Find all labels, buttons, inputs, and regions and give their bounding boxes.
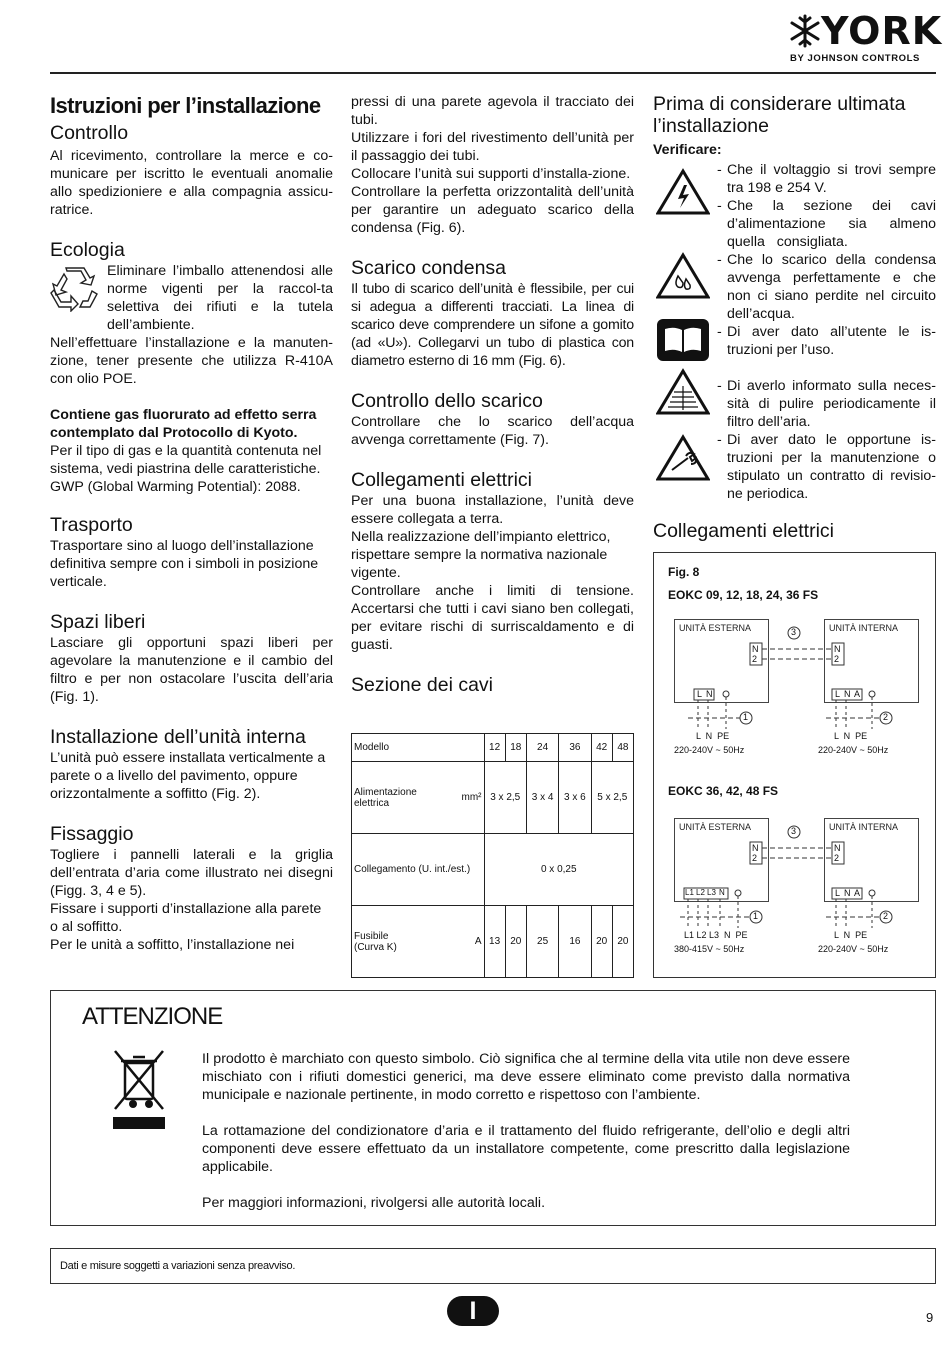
alim-cell: 3 x 2,5: [484, 762, 526, 834]
header-rule: [50, 72, 936, 74]
footer-note: Dati e misure soggetti a variazioni senza preavviso.: [50, 1248, 936, 1284]
terminal-l: L: [835, 888, 841, 898]
fus-cell: 20: [591, 906, 612, 978]
attention-paragraph-1: Il prodotto è marchiato con questo simbolo. Ciò significa che al termine della vita utile non deve essere mischiato con i rifiuti domestici generici, ma deve essere eliminato come previsto dalla normativa municipale e nazionale pertinente, in modo corretto e rispettoso con l’ambiente.: [202, 1051, 850, 1103]
terminal-n: N: [834, 644, 841, 654]
terminal-n: N: [834, 843, 841, 853]
alim-cell: 3 x 6: [559, 762, 591, 834]
terminal-labels: L N PE: [696, 731, 730, 741]
page-title: Istruzioni per l’installazione: [50, 93, 321, 118]
heading-sezione-cavi: Sezione dei cavi: [351, 674, 494, 696]
fus-cell: 20: [505, 906, 526, 978]
model-cell: 48: [612, 734, 633, 762]
terminal-l1: L1: [685, 888, 694, 897]
row-label-collegamento: Collegamento (U. int./est.): [352, 834, 485, 906]
outdoor-unit-2: UNITÀ ESTERNA: [674, 818, 769, 902]
fus-cell: 20: [612, 906, 633, 978]
check-item: - Che lo scarico della condensa avvenga perfettamente e che non ci siano perdite nel circuito dell’acqua.: [717, 252, 936, 322]
callout-1: 1: [753, 911, 759, 921]
heading-collegamenti-elettrici-fig: Collegamenti elettrici: [653, 520, 834, 542]
terminal-n: N: [752, 843, 759, 853]
fus-cell: 25: [526, 906, 558, 978]
callout-2: 2: [883, 712, 889, 722]
model-cell: 24: [526, 734, 558, 762]
attention-text: [202, 1050, 850, 1230]
text-trasporto: Trasportare sino al luogo dell’installazione definitiva sempre con i simboli in posizione verticale.: [50, 538, 319, 590]
voltage-label: 220-240V ~ 50Hz: [674, 745, 745, 755]
terminal-2: 2: [752, 654, 758, 664]
terminal-2: 2: [752, 853, 758, 863]
fig-model-1: EOKC 09, 12, 18, 24, 36 FS: [668, 588, 819, 602]
check-item: - Di aver dato all’utente le is-truzioni per l’uso.: [717, 324, 936, 358]
row-label-fusibile: Fusibile (Curva K): [352, 906, 419, 978]
column-1: [50, 93, 333, 954]
alim-cell: 5 x 2,5: [591, 762, 633, 834]
recycle-icon: [50, 266, 98, 312]
verificare-label: Verificare:: [653, 142, 722, 158]
indoor-unit-2: UNITÀ INTERNA: [824, 818, 919, 902]
text-ecologia: Eliminare l’imballo attenendosi alle norme vigenti per la raccol-ta selettiva dei rifiuti e la tutela dell’ambiente.: [107, 263, 333, 333]
unit-mm2: mm²: [419, 762, 484, 834]
electric-hazard-icon: [656, 168, 710, 221]
heading-ecologia: Ecologia: [50, 239, 125, 261]
text-controllo-scarico: Controllare che lo scarico dell’acqua avvenga correttamente (Fig. 7).: [351, 414, 634, 448]
text-ecologia-2: Nell’effettuare l’installazione e la manuten-zione, tener presente che utilizza R-410A con olio POE.: [50, 335, 333, 387]
attention-paragraph-3: Per maggiori informazioni, rivolgersi alle autorità locali.: [202, 1195, 546, 1211]
callout-2: 2: [883, 911, 889, 921]
terminal-l: L: [697, 689, 703, 699]
callout-3: 3: [791, 826, 797, 836]
text-orizzontalita: Controllare la perfetta orizzontalità dell’unità per garantire un adeguato scarico della condensa (Fig. 6).: [351, 184, 634, 236]
text-tubi: pressi di una parete agevola il tracciato dei tubi.: [351, 94, 634, 128]
voltage-label: 220-240V ~ 50Hz: [818, 745, 889, 755]
heading-controllo-scarico: Controllo dello scarico: [351, 390, 543, 412]
heading-scarico-condensa: Scarico condensa: [351, 257, 507, 279]
fus-cell: 16: [559, 906, 591, 978]
text-kyoto: Per il tipo di gas e la quantità contenuta nel sistema, vedi piastrina delle caratteristiche. GWP (Global Warming Potential): 2088.: [50, 443, 322, 495]
manual-book-icon: [656, 318, 710, 367]
row-label-alimentazione: Alimentazione elettrica: [352, 762, 419, 834]
wrench-warning-icon: [656, 434, 710, 487]
table-header-modello: Modello: [352, 734, 485, 762]
text-collegamenti-1: Per una buona installazione, l’unità deve essere collegata a terra.: [351, 493, 634, 527]
language-badge: I: [447, 1296, 499, 1326]
fig-model-2: EOKC 36, 42, 48 FS: [668, 784, 779, 798]
attention-box: [50, 990, 936, 1226]
cable-section-table: [351, 733, 634, 978]
terminal-l2: L2: [696, 888, 705, 897]
ecologia-row: [50, 262, 333, 334]
model-cell: 42: [591, 734, 612, 762]
terminal-labels: L1 L2 L3 N PE: [684, 930, 748, 940]
check-item: - Di averlo informato sulla neces-sità di pulire periodicamente il filtro dell’aria.: [717, 378, 936, 430]
coll-cell: 0 x 0,25: [484, 834, 633, 906]
heading-spazi-liberi: Spazi liberi: [50, 611, 146, 633]
text-supporti: Collocare l’unità sui supporti d’installa-zione.: [351, 166, 631, 182]
column-3: [653, 93, 936, 159]
column-2: [351, 93, 634, 697]
voltage-label: 380-415V ~ 50Hz: [674, 944, 745, 954]
terminal-2: 2: [834, 654, 840, 664]
check-item: - Che il voltaggio si trovi sempre tra 198 e 254 V.: [717, 162, 936, 196]
text-fori: Utilizzare i fori del rivestimento dell’unità per il passaggio dei tubi.: [351, 130, 634, 164]
terminal-l3: L3: [707, 888, 716, 897]
heading-collegamenti-elettrici: Collegamenti elettrici: [351, 469, 532, 491]
outdoor-unit-1: UNITÀ ESTERNA: [674, 619, 769, 703]
check-item: - Di aver dato le opportune is-truzioni per la manutenzione o stipulato un contratto di revisio-ne periodica.: [717, 432, 936, 502]
terminal-labels: L N PE: [834, 731, 868, 741]
fig-label: Fig. 8: [668, 565, 700, 579]
heading-installazione: Installazione dell’unità interna: [50, 726, 306, 748]
voltage-label: 220-240V ~ 50Hz: [818, 944, 889, 954]
terminal-2: 2: [834, 853, 840, 863]
callout-1: 1: [743, 712, 749, 722]
text-fissaggio: Togliere i pannelli laterali e la griglia dell’entrata d’aria come illustrato nei disegni (Figg. 3, 4 e 5).: [50, 847, 333, 899]
terminal-labels: L N PE: [834, 930, 868, 940]
kyoto-notice: Contiene gas fluorurato ad effetto serra contemplato dal Protocollo di Kyoto.: [50, 407, 317, 441]
text-collegamenti-3: Controllare anche i limiti di tensione. Accertarsi che tutti i cavi siano ben collegati, per evitare rischi di surriscaldamento e di guasti.: [351, 583, 634, 653]
text-spazi-liberi: Lasciare gli opportuni spazi liberi per agevolare la manutenzione e il cambio del filtro e per non ostacolare l’uscita dell’aria (Fig. 1).: [50, 635, 333, 705]
callout-3: 3: [791, 627, 797, 637]
text-fissaggio-2: Fissare i supporti d’installazione alla parete o al soffitto.: [50, 901, 322, 935]
terminal-l: L: [835, 689, 841, 699]
text-fissaggio-3: Per le unità a soffitto, l’installazione nei: [50, 937, 295, 953]
terminal-n: N: [719, 888, 725, 897]
fus-cell: 13: [484, 906, 505, 978]
heading-fissaggio: Fissaggio: [50, 823, 134, 845]
check-item: - Che la sezione dei cavi d’alimentazione sia almeno quella consigliata.: [717, 198, 936, 250]
alim-cell: 3 x 4: [526, 762, 558, 834]
checklist: [717, 161, 936, 503]
snowflake-icon: [790, 14, 820, 48]
brand-name: YORK: [821, 9, 943, 53]
text-installazione: L’unità può essere installata verticalmente a parete o a livello del pavimento, oppure orizzontalmente a soffitto (Fig. 2).: [50, 750, 326, 802]
terminal-n: N: [752, 644, 759, 654]
water-drop-warning-icon: [656, 252, 710, 305]
attention-paragraph-2: La rottamazione del condizionatore d’aria e il trattamento del fluido refrigerante, dell’olio e degli altri componenti deve essere effettuato da un installatore competente, come prescritto dalla legislazione applicabile.: [202, 1123, 850, 1175]
terminal-a: A: [854, 888, 861, 898]
terminal-a: A: [854, 689, 861, 699]
filter-warning-icon: [656, 368, 710, 421]
indoor-unit-1: UNITÀ INTERNA: [824, 619, 919, 703]
terminal-n: N: [844, 689, 851, 699]
model-cell: 18: [505, 734, 526, 762]
attention-title: ATTENZIONE: [82, 1003, 223, 1030]
page-number: 9: [926, 1310, 934, 1325]
weee-bin-icon: [111, 1049, 167, 1131]
brand-subtitle: BY JOHNSON CONTROLS: [790, 53, 920, 64]
heading-prima-di-considerare: Prima di considerare ultimata l’installazione: [653, 93, 906, 137]
model-cell: 36: [559, 734, 591, 762]
terminal-n: N: [844, 888, 851, 898]
heading-controllo: Controllo: [50, 122, 129, 144]
terminal-n: N: [706, 689, 713, 699]
unit-a: A: [419, 906, 484, 978]
model-cell: 12: [484, 734, 505, 762]
wiring-figure: [653, 552, 936, 978]
text-collegamenti-2: Nella realizzazione dell’impianto elettrico, rispettare sempre la normativa nazionale vigente.: [351, 529, 611, 581]
text-controllo: Al ricevimento, controllare la merce e co-municare per iscritto le eventuali anomalie allo spedizioniere e alla compagnia assicu-ratrice.: [50, 148, 333, 218]
heading-trasporto: Trasporto: [50, 514, 133, 536]
text-scarico-condensa: Il tubo di scarico dell’unità è flessibile, per cui si adegua a differenti tracciati. La linea di scarico deve comprendere un sifone a gomito (ad «U»). Collegarvi un tubo di plastica con diametro esterno di 16 mm (Fig. 6).: [351, 281, 634, 369]
